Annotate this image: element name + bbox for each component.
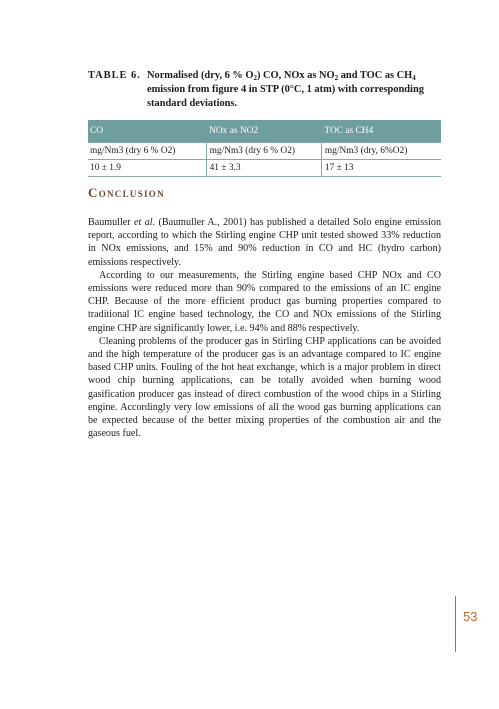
table-cell: mg/Nm3 (dry 6 % O2): [88, 143, 206, 160]
paragraph-part: Baumuller: [88, 217, 135, 228]
paragraph: [88, 216, 441, 269]
table-cell: mg/Nm3 (dry 6 % O2): [206, 143, 321, 160]
table-row: [88, 160, 441, 177]
column-header: TOC as CH4: [321, 120, 441, 143]
caption-subscript: 2: [334, 74, 339, 82]
column-header: NOx as NO2: [206, 120, 321, 143]
table-label: TABLE 6.: [88, 70, 141, 81]
caption-part: ) CO, NOx as NO: [257, 70, 335, 81]
body-text: [88, 216, 441, 440]
table-cell: 17 ± 13: [321, 160, 441, 177]
column-header: CO: [88, 120, 206, 143]
table-header-row: [88, 120, 441, 143]
paragraph: According to our measurements, the Stirling engine based CHP NOx and CO emissions were reduced more than 90% compared to the emissions of an IC engine CHP. Because of the more efficient product gas burning properties compared to traditional IC engine based technology, the CO and NOx emissions of the Stirling engine CHP are significantly lower, i.e. 94% and 88% respectively.: [88, 269, 441, 334]
table-cell: mg/Nm3 (dry, 6%O2): [321, 143, 441, 160]
paragraph-part: (Baumuller A., 2001) has published a detailed Solo engine emission report, according to which the Stirling engine CHP unit tested showed 33% reduction in NOx emissions, and 15% and 90% reduction in CO and HC (hydro carbon) emissions respectively.: [88, 217, 441, 268]
paragraph-emphasis: et al.: [134, 217, 156, 228]
caption-part: emission from figure 4 in STP (0°C, 1 atm) with corresponding standard deviations.: [147, 84, 424, 109]
section-heading: Conclusion: [88, 185, 165, 200]
caption-part: and TOC as CH: [338, 70, 413, 81]
table-row: [88, 143, 441, 160]
table-caption: [88, 69, 428, 111]
emissions-table: [88, 120, 441, 177]
table-caption-text: [147, 69, 428, 111]
caption-part: Normalised (dry, 6 % O: [147, 70, 254, 81]
table-cell: 41 ± 3.3: [206, 160, 321, 177]
table-cell: 10 ± 1.9: [88, 160, 206, 177]
caption-subscript: 2: [253, 74, 257, 82]
paragraph: Cleaning problems of the producer gas in Stirling CHP applications can be avoided and the high temperature of the producer gas is an advantage compared to IC engine based CHP units. Fouling of the hot heat exchange, which is a major problem in direct wood chip burning applications, can be totally avoided when burning wood gasification producer gas instead of direct combustion of the wood chips in a Stirling engine. Accordingly very low emissions of all the wood gas burning applications can be expected because of the better mixing properties of the combustion air and the gaseous fuel.: [88, 335, 441, 440]
caption-subscript: 4: [412, 74, 416, 82]
page-number: 53: [463, 609, 478, 624]
margin-rule: [455, 596, 456, 652]
